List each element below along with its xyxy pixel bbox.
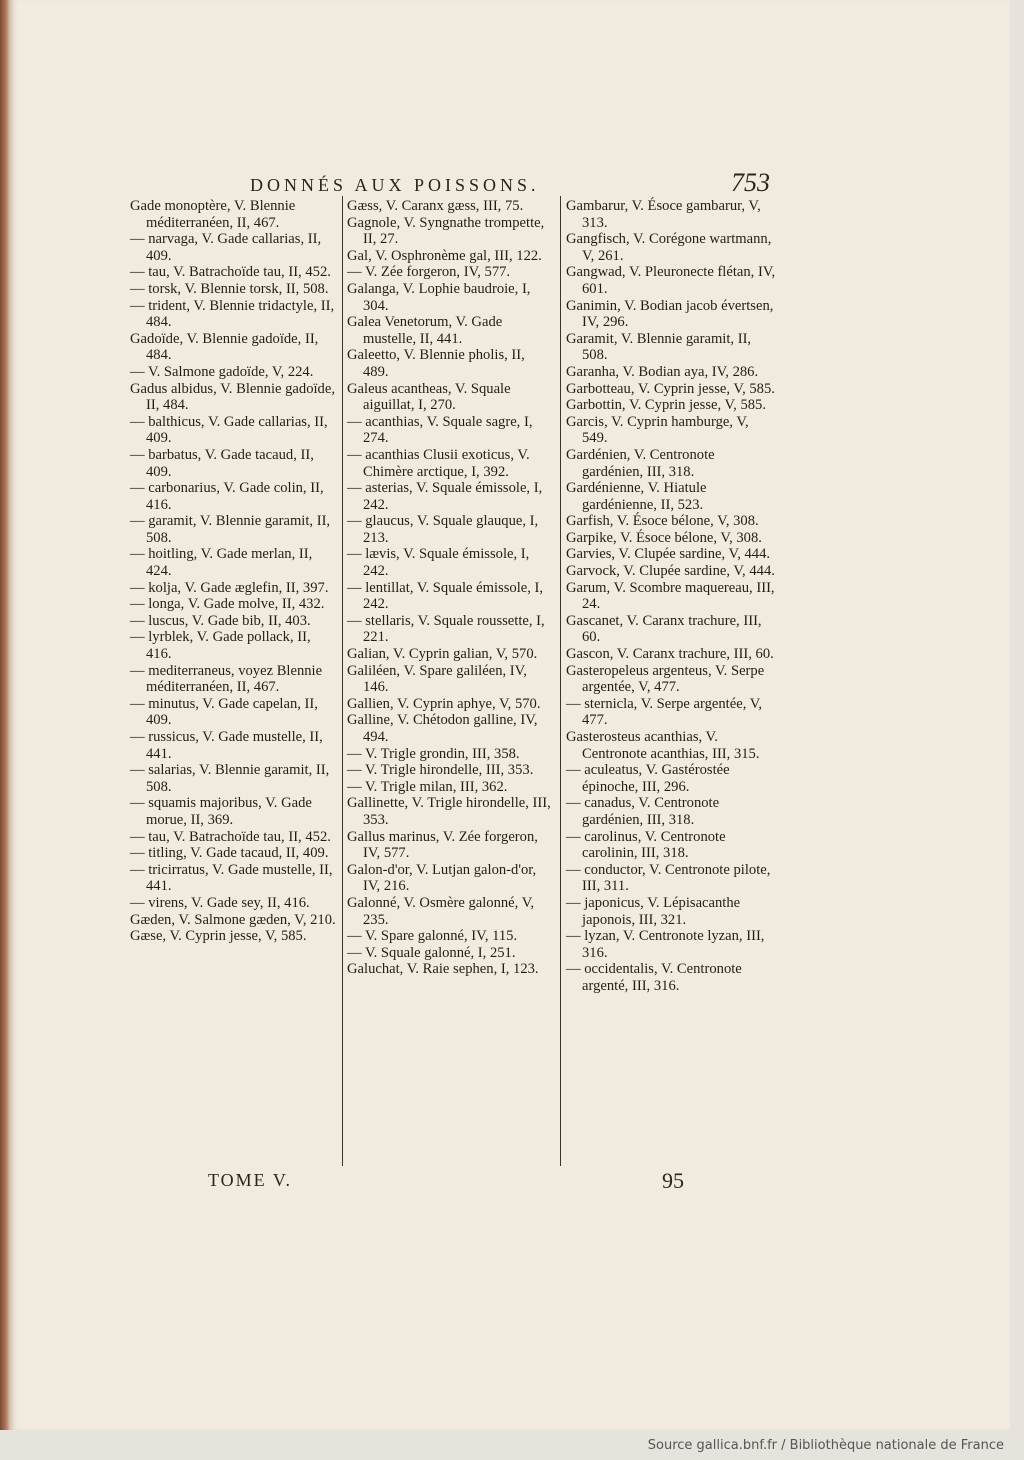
index-entry: — balthicus, V. Gade callarias, II, 409. [130, 413, 328, 447]
index-entry: Garfish, V. Ésoce bélone, V, 308. [566, 513, 759, 530]
index-entry: — asterias, V. Squale émissole, I, 242. [347, 480, 543, 513]
column-divider [342, 196, 343, 1166]
index-entry: Garamit, V. Blennie garamit, II, 508. [566, 330, 752, 364]
index-entry: — tau, V. Batrachoïde tau, II, 452. [130, 828, 331, 845]
index-entry: Gascon, V. Caranx trachure, III, 60. [566, 646, 774, 663]
column-divider [560, 196, 561, 1166]
index-entry: — V. Trigle hirondelle, III, 353. [347, 762, 534, 779]
index-entry: Gade monoptère, V. Blennie méditerranéen, II, 467. [130, 198, 296, 231]
index-entry: — luscus, V. Gade bib, II, 403. [130, 612, 311, 629]
index-entry: — V. Squale galonné, I, 251. [347, 944, 516, 961]
index-entry: — kolja, V. Gade æglefin, II, 397. [130, 579, 329, 596]
index-entry: Gardénien, V. Centronote gardénien, III, 318. [566, 446, 715, 480]
index-entry: Gadoïde, V. Blennie gadoïde, II, 484. [130, 330, 319, 364]
index-entry: — salarias, V. Blennie garamit, II, 508. [130, 762, 330, 795]
index-entry: Gæss, V. Caranx gæss, III, 75. [347, 198, 524, 214]
index-entry: Garbottin, V. Cyprin jesse, V, 585. [566, 397, 766, 414]
index-entry: Ganimin, V. Bodian jacob évertsen, IV, 296. [566, 297, 774, 331]
index-entry: Gascanet, V. Caranx trachure, III, 60. [566, 612, 762, 646]
index-entry: Garum, V. Scombre maquereau, III, 24. [566, 579, 775, 613]
index-entry: Gangfisch, V. Corégone wartmann, V, 261. [566, 231, 772, 264]
index-entry: — V. Trigle milan, III, 362. [347, 778, 508, 795]
index-entry: — acanthias, V. Squale sagre, I, 274. [347, 413, 533, 447]
index-column-1 [130, 198, 338, 945]
index-entry: Gal, V. Osphronème gal, III, 122. [347, 247, 542, 264]
index-entry: — garamit, V. Blennie garamit, II, 508. [130, 513, 331, 546]
index-entry: Gallien, V. Cyprin aphye, V, 570. [347, 695, 541, 712]
running-head: DONNÉS AUX POISSONS. [250, 175, 540, 195]
index-entry: — virens, V. Gade sey, II, 416. [130, 894, 310, 911]
index-entry: — carbonarius, V. Gade colin, II, 416. [130, 480, 324, 513]
index-entry: Galuchat, V. Raie sephen, I, 123. [347, 961, 539, 978]
index-entry: Galline, V. Chétodon galline, IV, 494. [347, 712, 538, 745]
index-entry: — japonicus, V. Lépisacanthe japonois, III, 321. [566, 894, 741, 928]
index-entry: Gasterosteus acanthias, V. Centronote acanthias, III, 315. [566, 729, 760, 762]
index-entry: Gadus albidus, V. Blennie gadoïde, II, 484. [130, 380, 335, 414]
index-entry: — V. Salmone gadoïde, V, 224. [130, 363, 314, 380]
index-entry: — V. Trigle grondin, III, 358. [347, 745, 520, 762]
index-entry: Gasteropeleus argenteus, V. Serpe argentée, V, 477. [566, 662, 765, 696]
index-entry: Galea Venetorum, V. Gade mustelle, II, 441. [347, 314, 503, 347]
index-entry: Gagnole, V. Syngnathe trompette, II, 27. [347, 214, 545, 248]
index-entry: — barbatus, V. Gade tacaud, II, 409. [130, 446, 314, 480]
index-entry: Gæse, V. Cyprin jesse, V, 585. [130, 928, 307, 945]
index-entry: — longa, V. Gade molve, II, 432. [130, 596, 325, 613]
index-entry: — titling, V. Gade tacaud, II, 409. [130, 845, 329, 862]
index-entry: Garpike, V. Ésoce bélone, V, 308. [566, 529, 762, 546]
index-entry: — sternicla, V. Serpe argentée, V, 477. [566, 695, 763, 729]
index-entry: — lentillat, V. Squale émissole, I, 242. [347, 579, 544, 613]
index-entry: — V. Zée forgeron, IV, 577. [347, 264, 511, 281]
index-entry: Galiléen, V. Spare galiléen, IV, 146. [347, 662, 527, 696]
index-entry: — russicus, V. Gade mustelle, II, 441. [130, 729, 323, 762]
index-entry: — squamis majoribus, V. Gade morue, II, 369. [130, 795, 312, 828]
index-entry: Galon-d'or, V. Lutjan galon-d'or, IV, 216. [347, 861, 537, 895]
index-entry: Garcis, V. Cyprin hamburge, V, 549. [566, 413, 749, 447]
index-column-2 [347, 198, 553, 978]
index-entry: Gangwad, V. Pleuronecte flétan, IV, 601. [566, 264, 776, 297]
index-entry: — hoitling, V. Gade merlan, II, 424. [130, 546, 313, 580]
index-entry: — acanthias Clusii exoticus, V. Chimère arctique, I, 392. [347, 446, 530, 480]
index-entry: Gambarur, V. Ésoce gambarur, V, 313. [566, 198, 761, 231]
index-entry: Gallinette, V. Trigle hirondelle, III, 353. [347, 795, 551, 828]
index-entry: — canadus, V. Centronote gardénien, III, 318. [566, 795, 720, 828]
source-credit[interactable]: Source gallica.bnf.fr / Bibliothèque nationale de France [647, 1437, 1004, 1453]
index-entry: Garbotteau, V. Cyprin jesse, V, 585. [566, 380, 775, 397]
source-bar [0, 1430, 1024, 1460]
index-entry: Galian, V. Cyprin galian, V, 570. [347, 646, 538, 663]
index-column-3 [566, 198, 776, 995]
signature-mark: 95 [662, 1168, 684, 1193]
index-entry: — glaucus, V. Squale glauque, I, 213. [347, 513, 539, 546]
index-entry: — carolinus, V. Centronote carolinin, III, 318. [566, 828, 726, 862]
index-entry: Galeus acantheas, V. Squale aiguillat, I, 270. [347, 380, 511, 414]
index-entry: — torsk, V. Blennie torsk, II, 508. [130, 280, 329, 297]
index-entry: — occidentalis, V. Centronote argenté, III, 316. [566, 961, 742, 994]
index-entry: Galonné, V. Osmère galonné, V, 235. [347, 894, 534, 928]
index-entry: Garanha, V. Bodian aya, IV, 286. [566, 363, 759, 380]
book-spine [0, 0, 10, 1430]
volume-label: TOME V. [208, 1170, 293, 1190]
page-header [250, 168, 770, 198]
index-entry: — stellaris, V. Squale roussette, I, 221. [347, 612, 545, 646]
index-entry: — trident, V. Blennie tridactyle, II, 484. [130, 297, 335, 331]
index-entry: Gæden, V. Salmone gæden, V, 210. [130, 911, 336, 928]
index-entry: — lyrblek, V. Gade pollack, II, 416. [130, 629, 311, 663]
index-entry: Gardénienne, V. Hiatule gardénienne, II, 523. [566, 480, 707, 513]
index-entry: — conductor, V. Centronote pilote, III, 311. [566, 861, 771, 895]
index-entry: — narvaga, V. Gade callarias, II, 409. [130, 231, 322, 264]
index-entry: Garvock, V. Clupée sardine, V, 444. [566, 563, 775, 580]
index-entry: — tricirratus, V. Gade mustelle, II, 441. [130, 861, 333, 895]
index-entry: — aculeatus, V. Gastérostée épinoche, III, 296. [566, 762, 730, 795]
index-entry: Garvies, V. Clupée sardine, V, 444. [566, 546, 771, 563]
index-entry: — tau, V. Batrachoïde tau, II, 452. [130, 264, 331, 281]
index-entry: Galeetto, V. Blennie pholis, II, 489. [347, 347, 525, 380]
index-entry: Galanga, V. Lophie baudroie, I, 304. [347, 280, 531, 314]
index-entry: — mediterraneus, voyez Blennie méditerranéen, II, 467. [130, 662, 323, 696]
index-entry: — lævis, V. Squale émissole, I, 242. [347, 546, 530, 580]
index-entry: — lyzan, V. Centronote lyzan, III, 316. [566, 928, 765, 961]
index-entry: — minutus, V. Gade capelan, II, 409. [130, 695, 318, 729]
index-entry: Gallus marinus, V. Zée forgeron, IV, 577. [347, 828, 538, 862]
index-entry: — V. Spare galonné, IV, 115. [347, 928, 518, 945]
page-number: 753 [731, 168, 770, 197]
